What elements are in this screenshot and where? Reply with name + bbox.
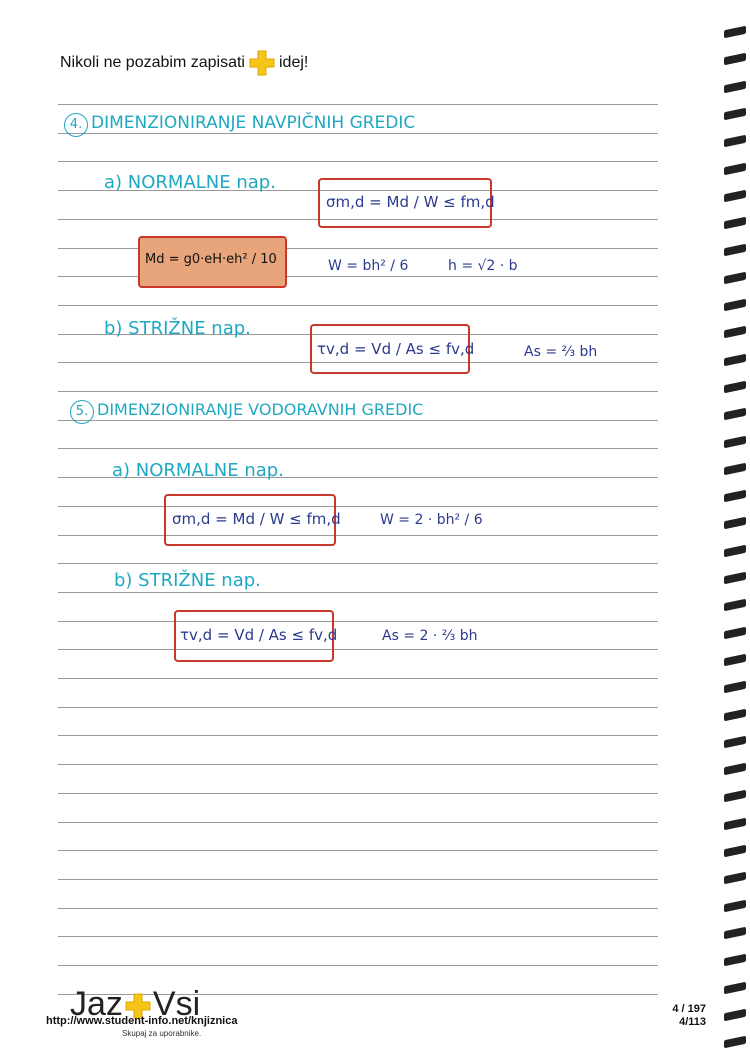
ruled-line: [58, 391, 658, 392]
spiral-coil: [724, 271, 746, 284]
header-text-before: Nikoli ne pozabim zapisati: [60, 54, 245, 71]
spiral-coil: [724, 626, 746, 639]
section-5-shear-label: b) STRIŽNE nap.: [114, 570, 261, 591]
spiral-coil: [724, 735, 746, 748]
ruled-line: [58, 908, 658, 909]
ruled-line: [58, 707, 658, 708]
section-5-number: 5.: [70, 400, 94, 424]
spiral-coil: [724, 353, 746, 366]
section-5-sigma-formula: σm,d = Md / W ≤ fm,d: [172, 510, 341, 528]
section-4-normal-label: a) NORMALNE nap.: [104, 172, 276, 193]
ruled-line: [58, 735, 658, 736]
spiral-coil: [724, 599, 746, 612]
spiral-coil: [724, 654, 746, 667]
ruled-line: [58, 621, 658, 622]
section-4-shear-label: b) STRIŽNE nap.: [104, 318, 251, 339]
section-4-as-formula: As = ⅔ bh: [524, 344, 598, 360]
section-4-w-formula: W = bh² / 6: [328, 258, 409, 274]
spiral-coil: [724, 817, 746, 830]
spiral-coil: [724, 1008, 746, 1021]
page-number-primary: 4 / 197: [672, 1003, 706, 1015]
page-number-secondary: 4/113: [679, 1016, 706, 1028]
spiral-coil: [724, 299, 746, 312]
spiral-coil: [724, 162, 746, 175]
spiral-coil: [724, 790, 746, 803]
spiral-coil: [724, 845, 746, 858]
spiral-coil: [724, 462, 746, 475]
footer-tagline: Skupaj za uporabnike.: [122, 1029, 202, 1038]
spiral-coil: [724, 927, 746, 940]
ruled-line: [58, 592, 658, 593]
section-5-title: DIMENZIONIRANJE VODORAVNIH GREDIC: [97, 400, 424, 419]
spiral-coil: [724, 381, 746, 394]
footer-logo-right: Vsi: [152, 985, 201, 1023]
spiral-coil: [724, 681, 746, 694]
ruled-line: [58, 535, 658, 536]
ruled-line: [58, 448, 658, 449]
ruled-line: [58, 506, 658, 507]
plus-logo-icon: [249, 50, 275, 76]
ruled-line: [58, 649, 658, 650]
ruled-line: [58, 161, 658, 162]
spiral-coil: [724, 26, 746, 39]
section-4-tau-formula: τv,d = Vd / As ≤ fv,d: [317, 340, 475, 358]
section-5-heading: [70, 400, 423, 424]
section-5-w-formula: W = 2 · bh² / 6: [380, 512, 483, 528]
spiral-coil: [724, 763, 746, 776]
spiral-coil: [724, 244, 746, 257]
section-4-heading: [64, 113, 415, 137]
ruled-line: [58, 764, 658, 765]
ruled-line: [58, 936, 658, 937]
spiral-coil: [724, 80, 746, 93]
section-4-h-formula: h = √2 · b: [448, 258, 518, 274]
spiral-coil: [724, 544, 746, 557]
spiral-coil: [724, 708, 746, 721]
footer-logo-left: Jaz: [70, 985, 123, 1023]
spiral-coil: [724, 408, 746, 421]
spiral-coil: [724, 872, 746, 885]
spiral-coil: [724, 1036, 746, 1049]
spiral-coil: [724, 572, 746, 585]
spiral-coil: [724, 517, 746, 530]
section-5-normal-label: a) NORMALNE nap.: [112, 460, 284, 481]
spiral-coil: [724, 135, 746, 148]
spiral-coil: [724, 189, 746, 202]
spiral-coil: [724, 490, 746, 503]
spiral-coil: [724, 981, 746, 994]
spiral-coil: [724, 108, 746, 121]
spiral-coil: [724, 954, 746, 967]
section-4-sigma-formula: σm,d = Md / W ≤ fm,d: [326, 193, 495, 211]
spiral-coil: [724, 435, 746, 448]
section-4-title: DIMENZIONIRANJE NAVPIČNIH GREDIC: [91, 113, 416, 133]
ruled-line: [58, 822, 658, 823]
spiral-coil: [724, 326, 746, 339]
spiral-coil: [724, 217, 746, 230]
header-text-after: idej!: [278, 54, 309, 71]
section-4-number: 4.: [64, 113, 88, 137]
section-4-md-formula: Md = g0·eH·eh² / 10: [145, 252, 277, 267]
spiral-coil: [724, 53, 746, 66]
section-5-tau-formula: τv,d = Vd / As ≤ fv,d: [180, 626, 338, 644]
spiral-binding: [716, 0, 750, 1061]
spiral-coil: [724, 899, 746, 912]
ruled-line: [58, 879, 658, 880]
ruled-line: [58, 850, 658, 851]
page-header: [60, 50, 308, 76]
footer-url-link[interactable]: http://www.student-info.net/knjiznica: [46, 1015, 238, 1027]
ruled-line: [58, 678, 658, 679]
ruled-line: [58, 965, 658, 966]
ruled-line: [58, 104, 658, 105]
ruled-line: [58, 793, 658, 794]
ruled-line: [58, 305, 658, 306]
ruled-line: [58, 563, 658, 564]
section-5-as-formula: As = 2 · ⅔ bh: [382, 628, 478, 644]
